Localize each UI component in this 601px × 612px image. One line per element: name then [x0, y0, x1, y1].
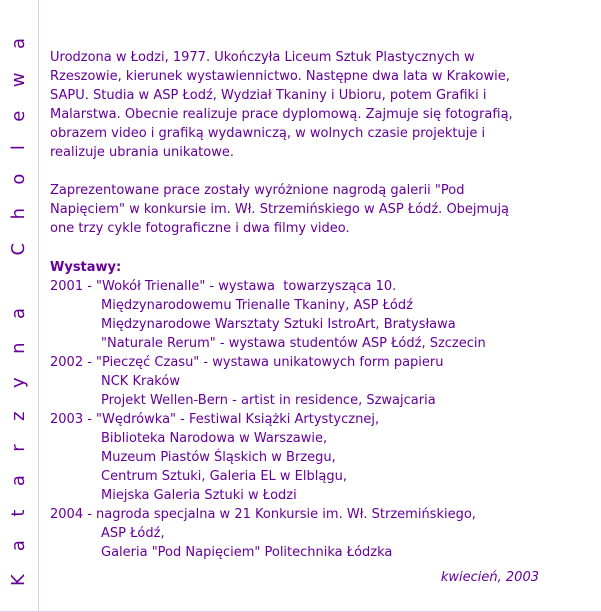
- exhibition-line: Miejska Galeria Sztuki w Łodzi: [101, 488, 297, 503]
- exhibition-line: Projekt Wellen-Bern - artist in residence, Szwajcaria: [101, 393, 436, 408]
- bio-line: obrazem video i grafiką wydawniczą, w wolnych czasie projektuje i: [50, 126, 486, 141]
- exhibition-line: Galeria "Pod Napięciem" Politechnika Łódzka: [101, 545, 393, 560]
- exhibition-line: Centrum Sztuki, Galeria EL w Elblągu,: [101, 469, 347, 484]
- exhibition-line: ASP Łódź,: [101, 526, 165, 541]
- exhibition-line: Muzeum Piastów Śląskich w Brzegu,: [101, 450, 336, 465]
- exhibition-line: Biblioteka Narodowa w Warszawie,: [101, 431, 328, 446]
- bio-line: Rzeszowie, kierunek wystawiennictwo. Następne dwa lata w Krakowie,: [50, 69, 510, 84]
- exhibition-head: 2004 - nagroda specjalna w 21 Konkursie im. Wł. Strzemińskiego,: [50, 507, 476, 522]
- exhibition-entry-2002: [50, 353, 590, 410]
- artist-name-text: Katarzyna Cholewa: [8, 38, 29, 586]
- award-paragraph: [50, 181, 590, 238]
- vertical-divider: [38, 0, 39, 612]
- bio-line: SAPU. Studia w ASP Łodź, Wydział Tkaniny i Ubioru, potem Grafiki i: [50, 88, 487, 103]
- exhibition-line: Międzynarodowemu Trienalle Tkaniny, ASP Łódź: [101, 298, 413, 313]
- exhibition-line: "Naturale Rerum" - wystawa studentów ASP Łódź, Szczecin: [101, 336, 486, 351]
- bio-line: realizuje ubrania unikatowe.: [50, 145, 234, 160]
- main-content: [50, 48, 590, 562]
- date-footer: kwiecień, 2003: [440, 570, 539, 585]
- award-line: Napięciem" w konkursie im. Wł. Strzemińskiego w ASP Łódź. Obejmują: [50, 202, 510, 217]
- exhibition-head: 2001 - "Wokół Trienalle" - wystawa towarzysząca 10.: [50, 279, 397, 294]
- award-line: Zaprezentowane prace zostały wyróżnione nagrodą galerii "Pod: [50, 183, 465, 198]
- exhibition-head: 2002 - "Pieczęć Czasu" - wystawa unikatowych form papieru: [50, 355, 444, 370]
- vertical-artist-name: [2, 30, 34, 600]
- exhibitions-heading: Wystawy:: [50, 260, 122, 275]
- bio-line: Malarstwa. Obecnie realizuje prace dyplomową. Zajmuje się fotografią,: [50, 107, 513, 122]
- exhibition-entry-2001: [50, 277, 590, 353]
- exhibition-entry-2004: [50, 505, 590, 562]
- award-line: one trzy cykle fotograficzne i dwa filmy video.: [50, 221, 350, 236]
- bio-paragraph: [50, 48, 590, 162]
- exhibitions-list: [50, 277, 590, 562]
- exhibition-entry-2003: [50, 410, 590, 505]
- exhibition-line: NCK Kraków: [101, 374, 180, 389]
- exhibition-head: 2003 - "Wędrówka" - Festiwal Książki Artystycznej,: [50, 412, 380, 427]
- exhibition-line: Międzynarodowe Warsztaty Sztuki IstroArt, Bratysława: [101, 317, 456, 332]
- bio-line: Urodzona w Łodzi, 1977. Ukończyła Liceum Sztuk Plastycznych w: [50, 50, 475, 65]
